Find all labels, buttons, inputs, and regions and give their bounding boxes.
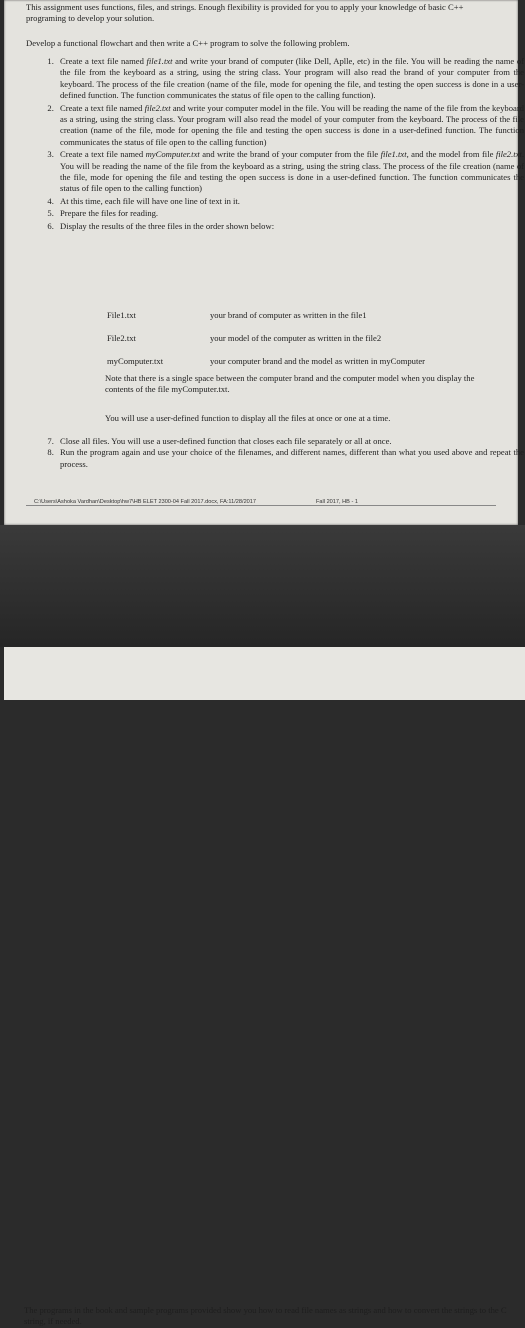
next-page (4, 647, 525, 1327)
bottom-paragraph: The programs in the book and sample programs provided show you how to read file names as strings and how to convert the strings to the C string, if needed. (24, 1305, 507, 1327)
footer-divider (26, 505, 496, 506)
list-item: 2. Create a text file named file2.txt and write your computer model in the file. You will be reading the name of the file from the keyboard as a string, using the string class. Your program will also read the model of your computer from the keyboard. The process of the file creation (name of the file, mode for opening the file and testing the open success is done in a user-defined function. The function communicates the status of file open to the calling function) (56, 103, 524, 149)
file-description: your brand of computer as written in the file1 (210, 310, 367, 320)
intro-paragraph: This assignment uses functions, files, and strings. Enough flexibility is provided for you to apply your knowledge of basic C++ programing to develop your solution. (26, 2, 464, 24)
note-paragraph: Note that there is a single space between the computer brand and the computer model when you display the contents of the file myComputer.txt. (105, 373, 475, 395)
footer-path: C:\Users\Ashoka Vardhan\Desktop\hw7\HB ELET 2300-04 Fall 2017.docx, FA:11/28/2017 (34, 499, 257, 505)
page-gap-shadow (0, 525, 525, 647)
table-row (102, 333, 482, 356)
document-page (4, 0, 524, 525)
list-item: 1. Create a text file named file1.txt and write your brand of computer (like Dell, Aplle, etc) in the file. You will be reading the name of the file from the keyboard as a string, using the string class. Your program will also read the brand of your computer from the keyboard. The process of the file creation (name of the file, mode for opening the file, and testing the open success is done in a user-defined function. The function communicates the status of file open to the calling function). (56, 56, 524, 102)
file-name: File1.txt (107, 310, 136, 320)
list-item: 3. Create a text file named myComputer.txt and write the brand of your computer from the file file1.txt, and the model from file file2.txt. You will be reading the name of the file from the keyboard as a string, using the string class. The process of the file creation (name of the file, mode for opening the file and testing the open success is done in a user-defined function. The function communicates the status of file open to the calling function) (56, 149, 524, 195)
list-item: 8. Run the program again and use your choice of the filenames, and different names, different than what you used above and repeat the process. (56, 447, 524, 470)
steps-list (26, 56, 524, 233)
list-item: 5. Prepare the files for reading. (56, 208, 524, 219)
steps-list-continued (26, 436, 524, 470)
file-name: File2.txt (107, 333, 136, 343)
develop-instruction: Develop a functional flowchart and then write a C++ program to solve the following problem. (26, 38, 350, 48)
udf-paragraph: You will use a user-defined function to display all the files at once or one at a time. (105, 413, 391, 423)
footer-label: Fall 2017, HB - 1 (316, 499, 358, 505)
files-table (102, 310, 482, 379)
table-row (102, 310, 482, 333)
list-item: 7. Close all files. You will use a user-defined function that closes each file separately or all at once. (56, 436, 524, 447)
file-description: your computer brand and the model as written in myComputer (210, 356, 426, 366)
file-description: your model of the computer as written in the file2 (210, 333, 382, 343)
list-item: 6. Display the results of the three files in the order shown below: (56, 221, 524, 232)
list-item: 4. At this time, each file will have one line of text in it. (56, 196, 524, 207)
file-name: myComputer.txt (107, 356, 164, 366)
